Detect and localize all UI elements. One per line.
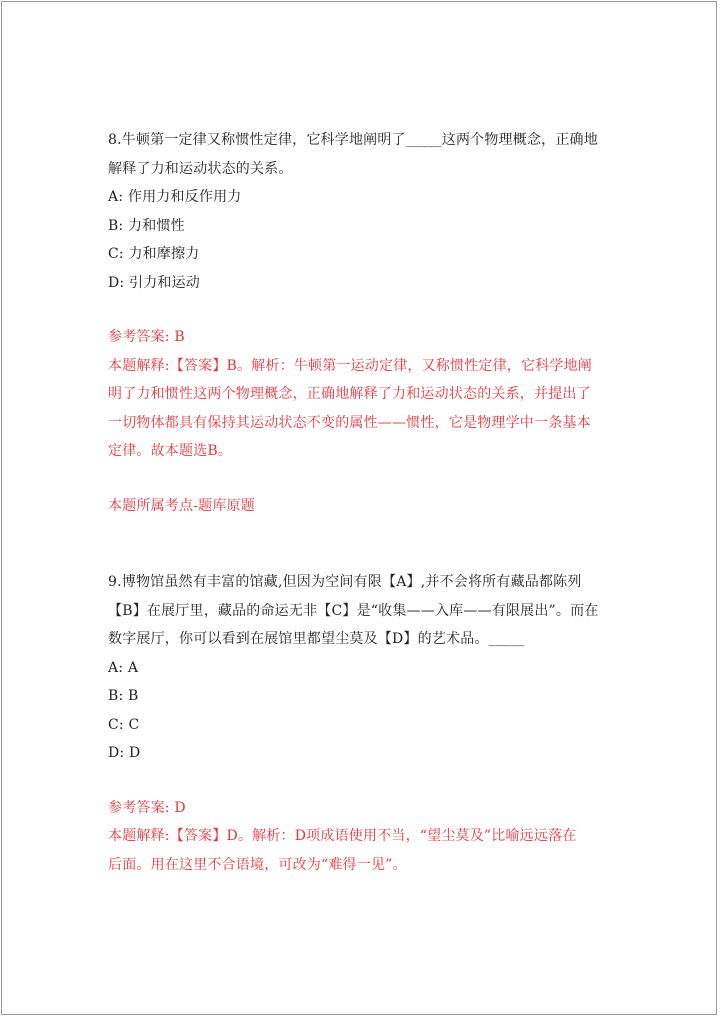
answer-label: 参考答案: B (108, 329, 185, 345)
option-d: D: 引力和运动 (108, 274, 200, 291)
answer-label: 参考答案: D (108, 799, 186, 816)
question-8 (108, 126, 628, 520)
document-content (108, 126, 628, 879)
option-a: A: A (108, 659, 139, 676)
question-stem-line: 【B】在展厅里，藏品的命运无非【C】是“收集——入库——有限展出”。而在 (108, 602, 599, 619)
explanation-line: 明了力和惯性这两个物理概念，正确地解释了力和运动状态的关系，并提出了 (108, 386, 591, 402)
option-b: B: B (108, 688, 139, 704)
explanation-line: 本题解释:【答案】D。解析：D项成语使用不当，“望尘莫及”比喻远远落在 (108, 828, 577, 844)
explanation-line: 后面。用在这里不合语境，可改为“难得一见”。 (108, 856, 407, 873)
option-c: C: 力和摩擦力 (108, 246, 200, 262)
explanation-line: 一切物体都具有保持其运动状态不变的属性——惯性，它是物理学中一条基本 (108, 414, 591, 431)
question-stem-line: 9.博物馆虽然有丰富的馆藏,但因为空间有限【A】,并不会将所有藏品都陈列 (108, 574, 582, 590)
explanation-line: 定律。故本题选B。 (108, 443, 233, 459)
question-stem-line: 解释了力和运动状态的关系。 (108, 160, 293, 177)
source-note: 本题所属考点-题库原题 (108, 497, 255, 514)
question-stem-line: 数字展厅，你可以看到在展馆里都望尘莫及【D】的艺术品。_____ (108, 631, 525, 647)
explanation-line: 本题解释:【答案】B。解析：牛顿第一运动定律，又称惯性定律，它科学地阐 (108, 357, 593, 374)
option-c: C: C (108, 716, 140, 733)
question-stem-line: 8.牛顿第一定律又称惯性定律，它科学地阐明了_____这两个物理概念，正确地 (108, 132, 598, 148)
question-9 (108, 568, 628, 879)
option-b: B: 力和惯性 (108, 217, 185, 234)
option-a: A: 作用力和反作用力 (108, 189, 242, 205)
option-d: D: D (108, 745, 141, 761)
